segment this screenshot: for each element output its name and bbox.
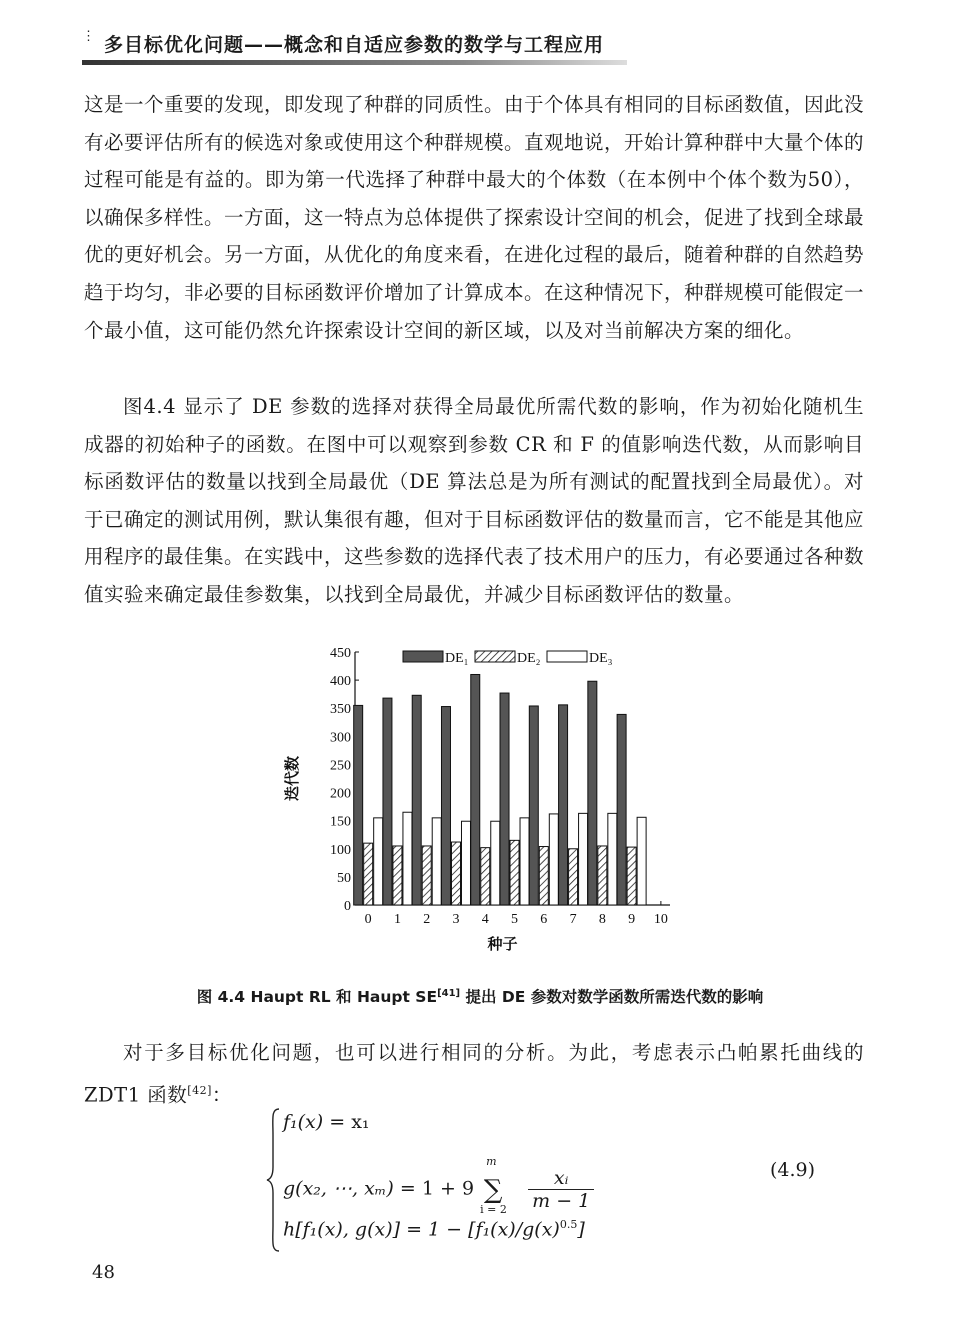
x-tick-label: 2 xyxy=(423,912,431,927)
bar-dark-9 xyxy=(617,714,626,905)
bar-white-6 xyxy=(549,814,558,905)
bar-dark-0 xyxy=(354,705,363,905)
bar-white-8 xyxy=(608,813,617,905)
y-tick-label: 200 xyxy=(330,786,351,802)
bar-dark-6 xyxy=(529,706,538,905)
legend-label: DE₃ xyxy=(589,651,613,666)
sum-lower: i = 2 xyxy=(480,1202,507,1216)
bar-hatched-7 xyxy=(569,849,578,905)
eq-l1-rhs: = x₁ xyxy=(329,1111,370,1133)
equation-line-3 xyxy=(283,1218,585,1240)
x-tick-label: 0 xyxy=(364,912,372,927)
bar-hatched-2 xyxy=(422,846,431,905)
bar-dark-2 xyxy=(412,695,421,905)
eq-l1-lhs: f₁(x) xyxy=(283,1111,324,1133)
left-brace xyxy=(265,1105,281,1255)
paragraph-3-ref: [42] xyxy=(187,1083,212,1097)
paragraph-3-text: 对于多目标优化问题，也可以进行相同的分析。为此，考虑表示凸帕累托曲线的 ZDT1 函数 xyxy=(84,1041,864,1107)
bar-white-3 xyxy=(461,821,470,905)
summation xyxy=(480,1154,507,1216)
y-tick-label: 50 xyxy=(337,870,351,886)
paragraph-3 xyxy=(84,1034,864,1114)
y-tick-label: 350 xyxy=(330,702,351,718)
paragraph-3-end: ： xyxy=(211,1083,232,1107)
eq-l2-lhs: g(x₂, ⋯, xₘ) xyxy=(283,1177,394,1200)
bar-hatched-5 xyxy=(510,840,519,905)
legend-swatch-dark xyxy=(403,651,443,662)
bar-white-4 xyxy=(491,821,500,905)
y-tick-label: 150 xyxy=(330,814,351,830)
legend-label: DE₁ xyxy=(445,651,469,666)
bar-dark-8 xyxy=(588,681,597,905)
y-tick-label: 300 xyxy=(330,730,351,746)
equation-line-2 xyxy=(283,1154,594,1216)
bar-chart xyxy=(255,640,705,960)
bar-white-2 xyxy=(432,818,441,905)
running-header xyxy=(82,30,622,70)
bar-white-1 xyxy=(403,812,412,905)
bar-hatched-1 xyxy=(393,846,402,905)
bar-dark-7 xyxy=(559,705,568,905)
y-tick-label: 450 xyxy=(330,646,351,661)
bar-white-5 xyxy=(520,818,529,905)
equation-4-9 xyxy=(265,1105,885,1255)
header-rule xyxy=(82,60,627,65)
frac-denominator: m − 1 xyxy=(532,1190,591,1212)
caption-text-b: 提出 DE 参数对数学函数所需迭代数的影响 xyxy=(465,988,764,1006)
bar-dark-1 xyxy=(383,698,392,905)
bar-dark-4 xyxy=(471,674,480,905)
sum-symbol: ∑ xyxy=(483,1174,503,1205)
equation-number: (4.9) xyxy=(770,1159,816,1181)
x-tick-label: 8 xyxy=(598,912,606,927)
bar-white-7 xyxy=(579,813,588,905)
bar-dark-3 xyxy=(441,707,450,905)
x-tick-label: 1 xyxy=(393,912,401,927)
bar-hatched-6 xyxy=(539,847,548,905)
caption-text-a: Haupt RL 和 Haupt SE xyxy=(250,988,438,1006)
frac-numerator: xᵢ xyxy=(528,1167,594,1190)
eq-l3-close: ] xyxy=(577,1218,585,1241)
legend-label: DE₂ xyxy=(517,651,541,666)
x-tick-label: 7 xyxy=(569,912,577,927)
sum-upper: m xyxy=(486,1154,497,1168)
page-number: 48 xyxy=(92,1262,115,1283)
y-axis-label: 迭代数 xyxy=(283,755,301,802)
caption-ref: [41] xyxy=(437,987,461,999)
x-tick-label: 5 xyxy=(511,912,519,927)
x-tick-label: 3 xyxy=(452,912,460,927)
bar-white-0 xyxy=(374,818,383,905)
y-tick-label: 250 xyxy=(330,758,351,774)
y-tick-label: 100 xyxy=(330,842,351,858)
bar-hatched-8 xyxy=(598,846,607,905)
x-tick-label: 9 xyxy=(628,912,636,927)
legend-swatch-white xyxy=(547,651,587,662)
eq-l2-mid: = 1 + 9 xyxy=(399,1177,475,1200)
eq-l3: h[f₁(x), g(x)] = 1 − [f₁(x)/g(x) xyxy=(283,1218,560,1241)
bar-hatched-0 xyxy=(364,843,373,905)
bar-hatched-3 xyxy=(451,842,460,905)
fraction xyxy=(528,1167,594,1212)
x-axis-label: 种子 xyxy=(487,935,518,953)
header-title: 多目标优化问题——概念和自适应参数的数学与工程应用 xyxy=(104,34,605,56)
x-tick-label: 6 xyxy=(540,912,548,927)
paragraph-1: 这是一个重要的发现，即发现了种群的同质性。由于个体具有相同的目标函数值，因此没有必要评估所有的候选对象或使用这个种群规模。直观地说，开始计算种群中大量个体的过程可能是有益的。即为第一代选择了种群中最大的个体数（在本例中个体个数为50），以确保多样性。一方面，这一特点为总体提供了探索设计空间的机会，促进了找到全球最优的更好机会。另一方面，从优化的角度来看，在进化过程的最后，随着种群的自然趋势趋于均匀，非必要的目标函数评价增加了计算成本。在这种情况下，种群规模可能假定一个最小值，这可能仍然允许探索设计空间的新区域，以及对当前解决方案的细化。 xyxy=(84,93,865,342)
caption-label: 图 4.4 xyxy=(196,988,246,1006)
bar-hatched-4 xyxy=(481,848,490,905)
bar-hatched-9 xyxy=(627,847,636,905)
figure-caption xyxy=(0,985,960,1007)
legend-swatch-hatched xyxy=(475,651,515,662)
equation-line-1 xyxy=(283,1111,370,1133)
paragraph-2: 图4.4 显示了 DE 参数的选择对获得全局最优所需代数的影响，作为初始化随机生成器的初始种子的函数。在图中可以观察到参数 CR 和 F 的值影响迭代数，从而影响目标函数评估的数量以找到全局最优（DE 算法总是为所有测试的配置找到全局最优）。对于已确定的测试用例，默认集很有趣，但对于目标函数评估的数量而言，它不能是其他应用程序的最佳集。在实践中，这些参数的选择代表了技术用户的压力，有必要通过各种数值实验来确定最佳参数集，以找到全局最优，并减少目标函数评估的数量。 xyxy=(84,395,865,606)
bar-white-9 xyxy=(637,817,646,905)
y-tick-label: 0 xyxy=(344,899,351,914)
x-tick-label: 4 xyxy=(481,912,489,927)
bar-dark-5 xyxy=(500,693,509,905)
eq-l3-exp: 0.5 xyxy=(559,1218,578,1231)
y-tick-label: 400 xyxy=(330,674,351,690)
x-tick-label: 10 xyxy=(653,912,668,927)
header-dots: ⋮ xyxy=(82,29,95,44)
